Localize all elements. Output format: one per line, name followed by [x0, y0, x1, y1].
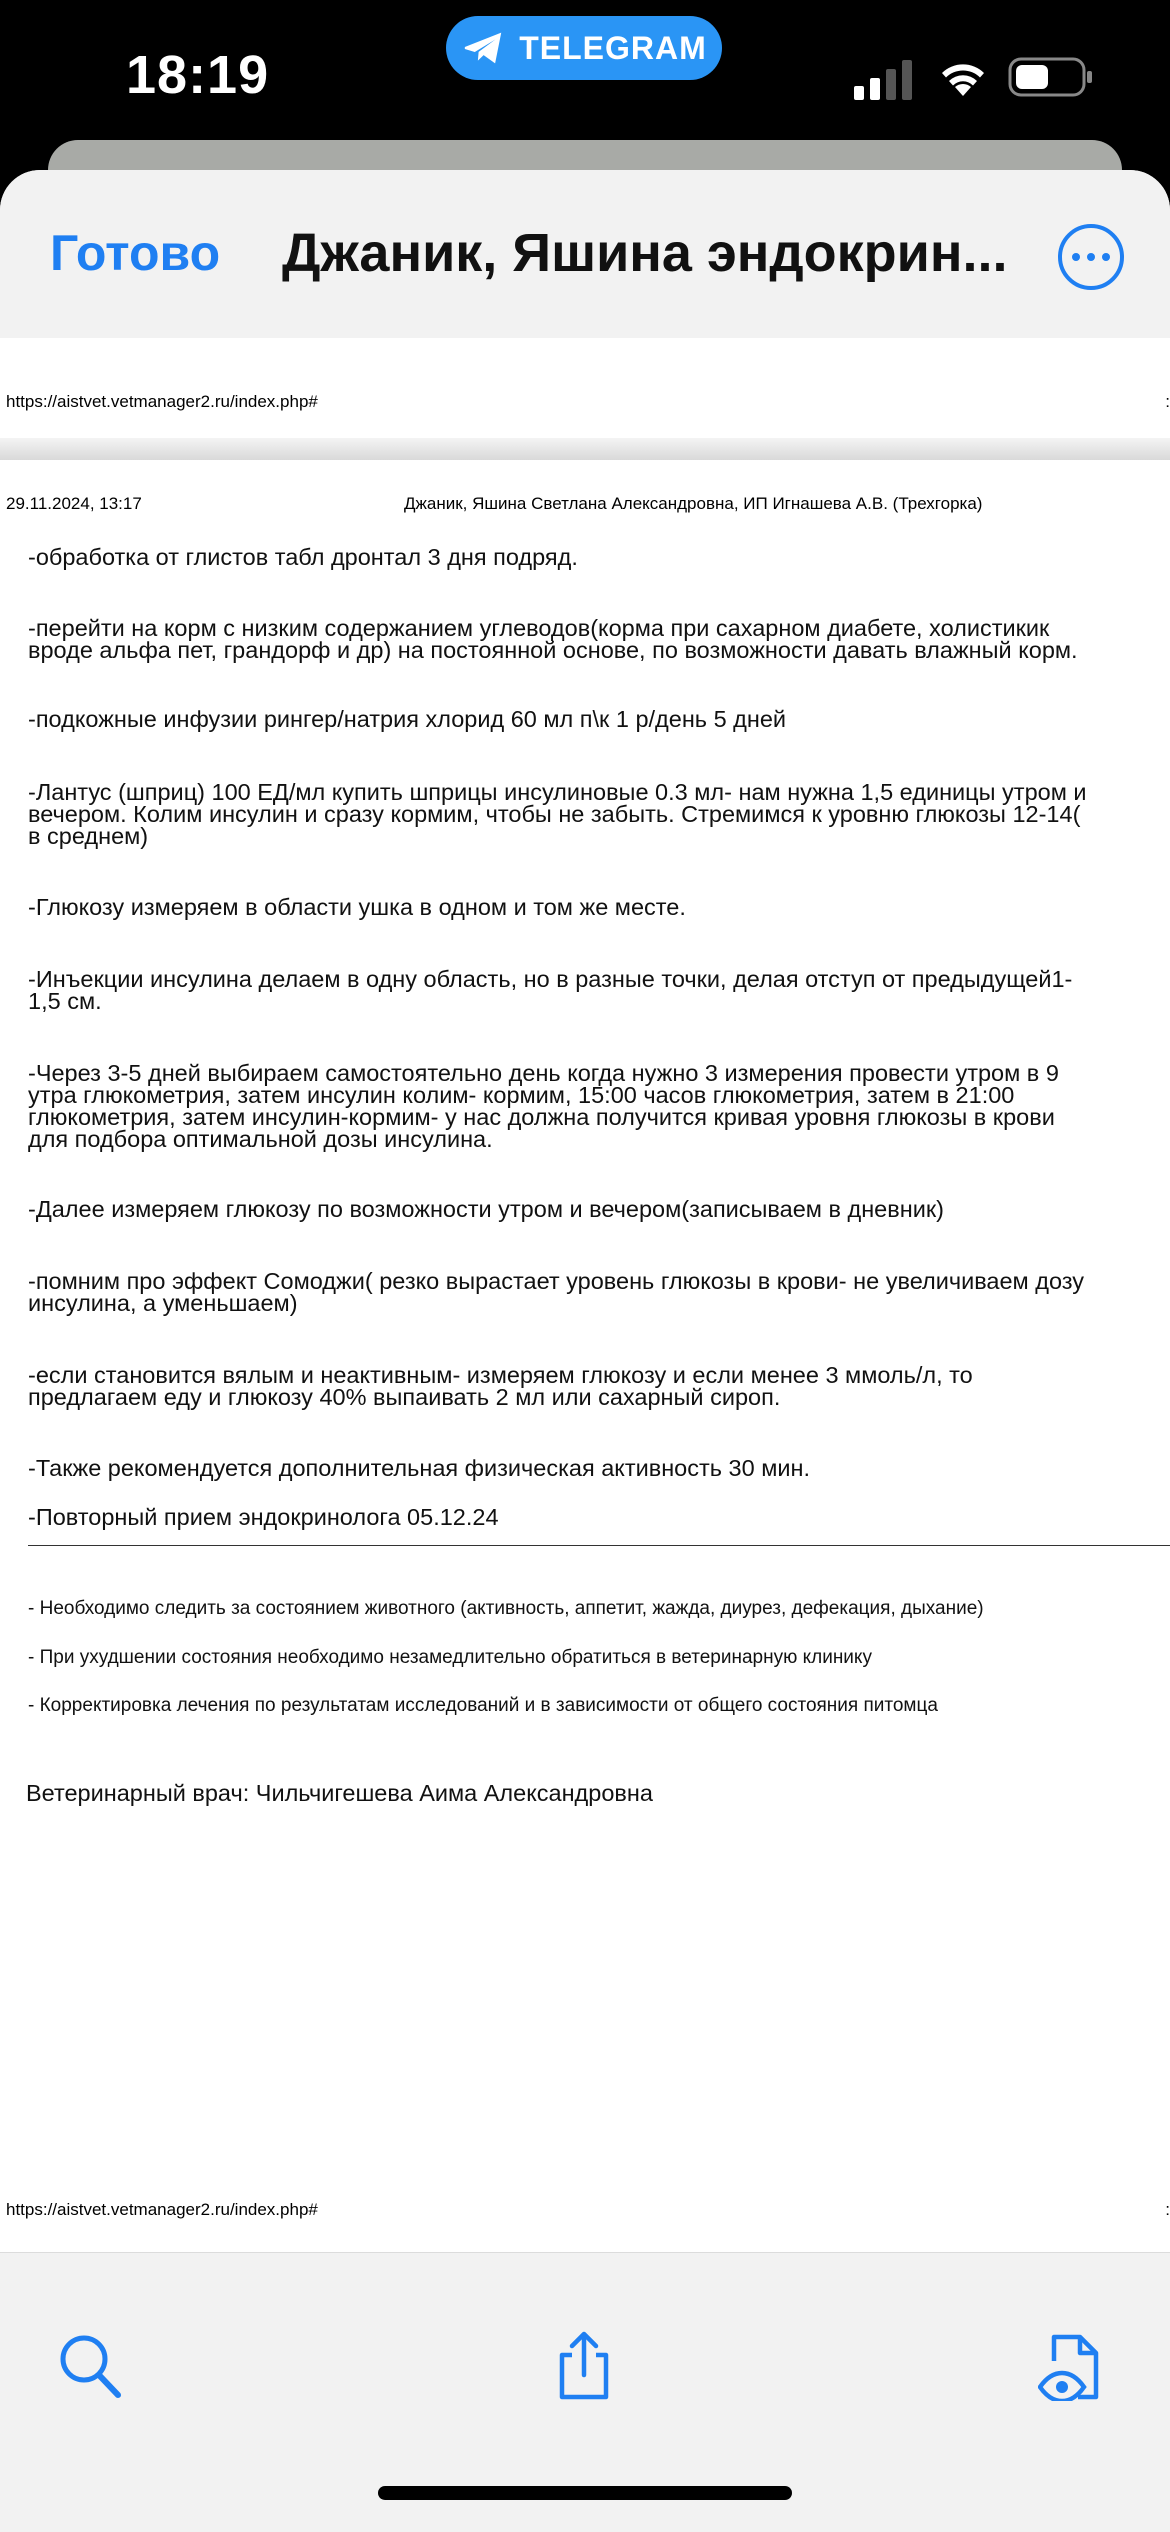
ellipsis-circle-icon[interactable] [1058, 224, 1124, 290]
paragraph: -Также рекомендуется дополнительная физическая активность 30 мин. [28, 1455, 810, 1481]
wifi-icon [938, 56, 988, 98]
navigation-bar [0, 170, 1170, 339]
note-item: - Необходимо следить за состоянием животного (активность, аппетит, жажда, диурез, дефекация, дыхание) [28, 1598, 984, 1619]
battery-icon [1008, 56, 1094, 98]
paragraph: -Лантус (шприц) 100 ЕД/мл купить шприцы инсулиновые 0.3 мл- нам нужна 1,5 единицы утром и вечером. Колим инсулин и сразу кормим, чтобы не забыть. Стремимся к уровню глюкозы 12-14( в среднем) [28, 779, 1087, 849]
doctor-signature: Ветеринарный врач: Чильчигешева Аима Александровна [26, 1780, 653, 1806]
paragraph: -обработка от глистов табл дронтал 3 дня подряд. [28, 544, 578, 570]
telegram-icon [461, 25, 507, 71]
telegram-return-pill[interactable] [446, 16, 722, 80]
telegram-pill-label: TELEGRAM [519, 29, 707, 66]
page-mark-bottom: : [1165, 2200, 1170, 2219]
share-icon[interactable] [550, 2331, 618, 2401]
paragraph: -перейти на корм с низким содержанием углеводов(корма при сахарном диабете, холистикик вроде альфа пет, грандорф и др) на постоянной основе, по возможности давать влажный корм. [28, 615, 1078, 663]
page-break [0, 438, 1170, 460]
note-item: - Корректировка лечения по результатам исследований и в зависимости от общего состояния питомца [28, 1695, 938, 1716]
status-time: 18:19 [126, 45, 270, 105]
paragraph: -Глюкозу измеряем в области ушка в одном и том же месте. [28, 894, 686, 920]
home-indicator[interactable] [378, 2486, 792, 2500]
note-item: - При ухудшении состояния необходимо незамедлительно обратиться в ветеринарную клинику [28, 1647, 872, 1668]
print-date: 29.11.2024, 13:17 [6, 494, 142, 513]
document-page[interactable] [0, 338, 1170, 2252]
paragraph: -Через 3-5 дней выбираем самостоятельно день когда нужно 3 измерения провести утром в 9 утра глюкометрия, затем инсулин колим- кормим, 15:00 часов глюкометрия, затем в 21:00 глюкометрия, затем инсулин-кормим- у нас должна получится кривая уровня глюкозы в крови для подбора оптимальной дозы инсулина. [28, 1060, 1059, 1152]
page-mark-top: : [1165, 392, 1170, 411]
search-icon[interactable] [56, 2331, 124, 2401]
status-bar [0, 0, 1170, 150]
paragraph: -Далее измеряем глюкозу по возможности утром и вечером(записываем в дневник) [28, 1196, 944, 1222]
page-url-bottom: https://aistvet.vetmanager2.ru/index.php# [6, 2200, 318, 2219]
page-url-top: https://aistvet.vetmanager2.ru/index.php# [6, 392, 318, 411]
cellular-signal-icon [852, 60, 916, 100]
done-button[interactable]: Готово [50, 225, 221, 281]
paragraph: -помним про эффект Сомоджи( резко вырастает уровень глюкозы в крови- не увеличиваем дозу инсулина, а уменьшаем) [28, 1268, 1085, 1316]
document-title: Джаник, Яшина эндокрин... [282, 223, 1008, 283]
print-header-title: Джаник, Яшина Светлана Александровна, ИП Игнашева А.В. (Трехгорка) [404, 494, 983, 513]
document-view-icon[interactable] [1038, 2331, 1110, 2401]
paragraph: -если становится вялым и неактивным- измеряем глюкозу и если менее 3 ммоль/л, то предлагаем еду и глюкозу 40% выпаивать 2 мл или сахарный сироп. [28, 1362, 973, 1410]
paragraph: -Инъекции инсулина делаем в одну область, но в разные точки, делая отступ от предыдущей1- 1,5 см. [28, 966, 1073, 1014]
paragraph: -Повторный прием эндокринолога 05.12.24 [28, 1504, 499, 1530]
divider-line [28, 1545, 1170, 1546]
paragraph: -подкожные инфузии рингер/натрия хлорид 60 мл п\к 1 р/день 5 дней [28, 706, 787, 732]
document-viewer-sheet [0, 170, 1170, 2532]
